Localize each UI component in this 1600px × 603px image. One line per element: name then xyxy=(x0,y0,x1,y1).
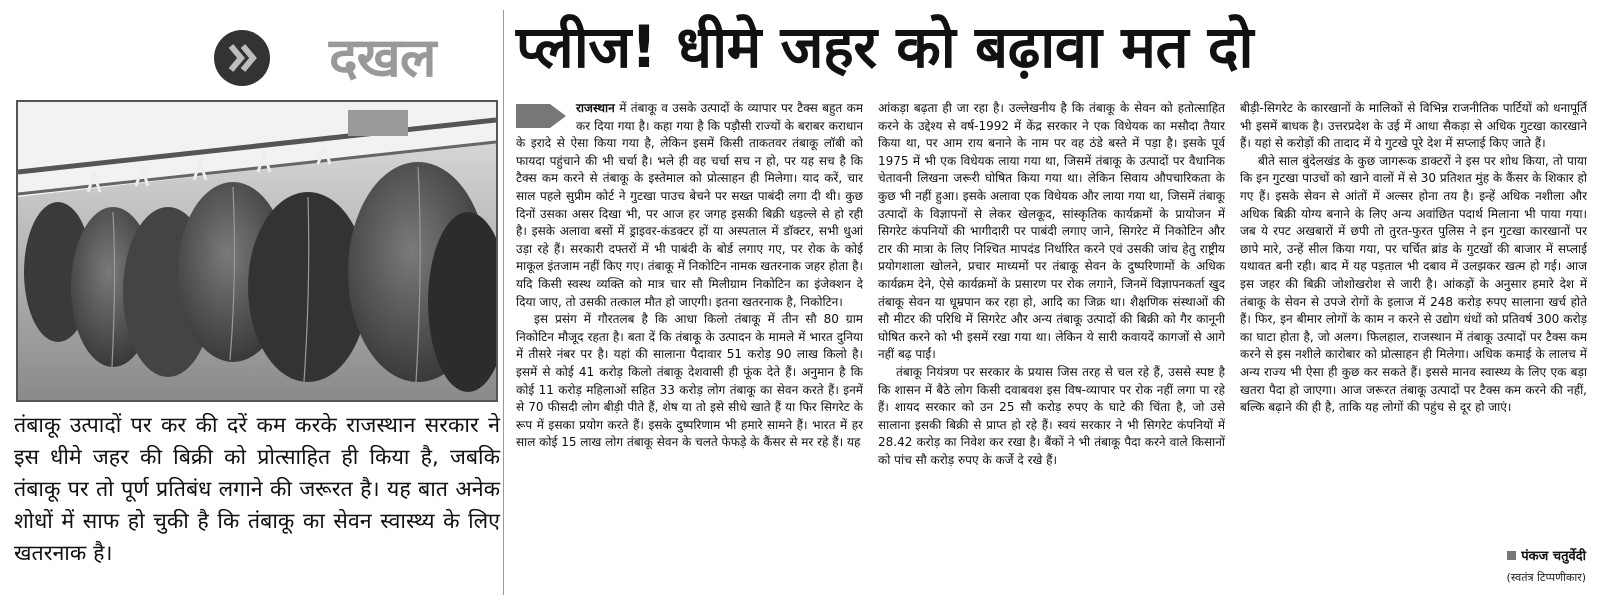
paragraph: बीड़ी-सिगरेट के कारखानों के मालिकों से विभिन्न राजनीतिक पार्टियों को धनापूर्ति भी इसमें बाधक है। उत्तरप्रदेश के उई में आधा सैकड़ा से अधिक गुटखा कारखाने हैं। यहां से करोड़ों की तादाद में ये गुटखे पूरे देश में सप्लाई किए जाते हैं। xyxy=(1240,101,1587,151)
paragraph: तंबाकू नियंत्रण पर सरकार के प्रयास जिस तरह से चल रहे हैं, उससे स्पष्ट है कि शासन में बैठे लोग किसी दवाबवश इस विष-व्यापार पर रोक नहीं लगा पा रहे हैं। शायद सरकार को उन 25 सौ करोड़ रुपए के घाटे की चिंता है, जो उसे सालाना इसकी बिक्री से प्राप्त हो रहे हैं। स्वयं सरकार ने भी सिगरेट कंपनियों में 28.42 करोड़ का निवेश कर रखा है। बैंकों ने भी तंबाकू पैदा करने वाले किसानों को पांच सौ करोड़ रुपए के कर्जे दे रखे हैं। xyxy=(878,364,1225,467)
byline xyxy=(1507,546,1586,564)
column-divider xyxy=(503,10,504,595)
section-tag: दखल xyxy=(329,26,436,89)
article-column-2 xyxy=(878,100,1225,600)
left-panel xyxy=(14,8,498,598)
paragraph: में तंबाकू व उसके उत्पादों के व्यापार पर टैक्स बहुत कम कर दिया गया है। कहा गया है कि पड़ौसी राज्यों के बराबर कराधान के इरादे से ऐसा किया गया है, लेकिन इसमें किसी ताकतवर तंबाकू लॉबी को फायदा पहुंचाने की भी चर्चा है। भले ही वह चर्चा सच न हो, पर यह सच है कि टैक्स कम करने से तंबाकू के इस्तेमाल को प्रोत्साहन ही मिलेगा। याद करें, चार साल पहले सुप्रीम कोर्ट ने गुटखा पाउच बेचने पर सख्त पाबंदी लगा दी थी। कुछ दिनों उसका असर दिखा भी, पर आज हर जगह इसकी बिक्री धड़ल्ले से हो रही है। इसके अलावा बसों में ड्राइवर-कंडक्टर हों या अस्पताल में डॉक्टर, सभी धुआं उड़ा रहे हैं। सरकारी दफ्तरों में भी पाबंदी के बोर्ड लगाए गए, पर रोक के कोई माकूल इंतजाम नहीं किए गए। तंबाकू में निकोटिन नामक खतरनाक जहर होता है। यदि किसी स्वस्थ व्यक्ति को मात्र चार सौ मिलीग्राम निकोटिन का इंजेक्शन दे दिया जाए, तो उसकी तत्काल मौत हो जाएगी। इतना खतरनाक है, निकोटिन। xyxy=(516,101,863,309)
paragraph: बीते साल बुंदेलखंड के कुछ जागरूक डाक्टरों ने इस पर शोध किया, तो पाया कि इन गुटखा पाउचों को खाने वालों में से 30 प्रतिशत मुंह के कैंसर के शिकार हो गए हैं। इसके सेवन से आंतों में अल्सर होना तय है। इन्हें अधिक नशीला और अधिक बिक्री योग्य बनाने के लिए अन्य अवांछित पदार्थ मिलाना भी पाया गया। जब ये रपट अखबारों में छपी तो तुरत-फुरत पुलिस ने इन गुटखा कारखानों पर छापे मारे, उन्हें सील किया गया, पर चर्चित ब्रांड के गुटखों की बाजार में सप्लाई यथावत बनी रही। बाद में यह पड़ताल भी दबाव में उलझकर खत्म हो गई। आज इस जहर की बिक्री जोशोखरोश से जारी है। आंकड़ों के अनुसार हमारे देश में तंबाकू के सेवन से उपजे रोगों के इलाज में 248 करोड़ रुपए सालाना खर्च होते हैं। फिर, इन बीमार लोगों के काम न करने से उद्योग धंधों को प्रतिवर्ष 300 करोड़ का घाटा होता है, जो अलग। फिलहाल, राजस्थान में तंबाकू उत्पादों पर टैक्स कम करने से इस नशीले कारोबार को प्रोत्साहन ही मिलेगा। अधिक कमाई के लालच में अन्य राज्य भी ऐसा ही कुछ कर सकते हैं। इससे मानव स्वास्थ्य के लिए एक बड़ा खतरा पैदा हो जाएगा। आज जरूरत तंबाकू उत्पादों पर टैक्स कम करने की नहीं, बल्कि बढ़ाने की ही है, ताकि यह लोगों की पहुंच से दूर हो जाएं। xyxy=(1240,153,1587,415)
article-body xyxy=(516,100,1586,600)
article-column-3 xyxy=(1240,100,1587,600)
arrow-right-icon xyxy=(516,102,570,130)
article-column-1 xyxy=(516,100,863,600)
tobacco-leaves-photo xyxy=(16,100,498,402)
paragraph: आंकड़ा बढ़ता ही जा रहा है। उल्लेखनीय है कि तंबाकू के सेवन को हतोत्साहित करने के उद्देश्य से वर्ष-1992 में केंद्र सरकार ने एक विधेयक का मसौदा तैयार किया था, पर आम राय बनाने के नाम पर वह ठंडे बस्ते में पड़ा है। इसके पूर्व 1975 में भी एक विधेयक लाया गया था, जिसमें तंबाकू के उत्पादों पर वैधानिक चेतावनी लिखना जरूरी घोषित किया गया था। लेकिन सिवाय औपचारिकता के कुछ भी नहीं हुआ। इसके अलावा एक विधेयक और लाया गया था, जिसमें तंबाकू उत्पादों के विज्ञापनों से लेकर खेलकूद, सांस्कृतिक कार्यक्रमों के प्रायोजन में सिगरेट कंपनियों की भागीदारी पर पाबंदी लगाए जाने, सिगरेट में निकोटिन और टार की मात्रा के लिए निश्चित मापदंड निर्धारित करने एवं उसकी जांच हेतु राष्ट्रीय प्रयोगशाला खोलने, प्रचार माध्यमों पर तंबाकू सेवन के दुष्परिणामों के अधिक कार्यक्रम देने, ऐसे कार्यक्रमों के प्रसारण पर रोक लगाने, जिनमें विज्ञापनकर्ता खुद तंबाकू सेवन या धूम्रपान कर रहा हो, आदि का जिक्र था। शैक्षणिक संस्थाओं की सौ मीटर की परिधि में सिगरेट और अन्य तंबाकू उत्पादों की बिक्री को गैर कानूनी घोषित करने को भी इसमें रखा गया था। लेकिन ये सारी कवायदें कागजों से आगे नहीं बढ़ पाईं। xyxy=(878,101,1225,362)
square-icon xyxy=(1507,551,1516,560)
paragraph: इस प्रसंग में गौरतलब है कि आधा किलो तंबाकू में तीन सौ 80 ग्राम निकोटिन मौजूद रहता है। बता दें कि तंबाकू के उत्पादन के मामले में भारत दुनिया में तीसरे नंबर पर है। यहां की सालाना पैदावार 51 करोड़ 90 लाख किलो है। इसमें से कोई 41 करोड़ किलो तंबाकू देशवासी ही फूंक देते हैं। अनुमान है कि कोई 11 करोड़ महिलाओं सहित 33 करोड़ लोग तंबाकू का सेवन करते हैं। इनमें से 70 फीसदी लोग बीड़ी पीते हैं, शेष या तो इसे सीधे खाते हैं या फिर सिगरेट के रूप में इसका प्रयोग करते हैं। इसके दुष्परिणाम भी हमारे सामने हैं। भारत में हर साल कोई 15 लाख लोग तंबाकू सेवन के चलते फेफड़े के कैंसर से मर रहे हैं। यह xyxy=(516,312,863,450)
author-role: (स्वतंत्र टिप्पणीकार) xyxy=(1506,571,1586,584)
author-name: पंकज चतुर्वेदी xyxy=(1521,549,1586,564)
summary-text: तंबाकू उत्पादों पर कर की दरें कम करके राजस्थान सरकार ने इस धीमे जहर की बिक्री को प्रोत्साहित ही किया है, जबकि तंबाकू पर तो पूर्ण प्रतिबंध लगाने की जरूरत है। यह बात अनेक शोधों में साफ हो चुकी है कि तंबाकू का सेवन स्वास्थ्य के लिए खतरनाक है। xyxy=(14,413,500,566)
headline: प्लीज! धीमे जहर को बढ़ावा मत दो xyxy=(516,13,1254,81)
double-chevron-right-icon xyxy=(214,30,270,86)
lead-word: राजस्थान xyxy=(576,101,615,115)
